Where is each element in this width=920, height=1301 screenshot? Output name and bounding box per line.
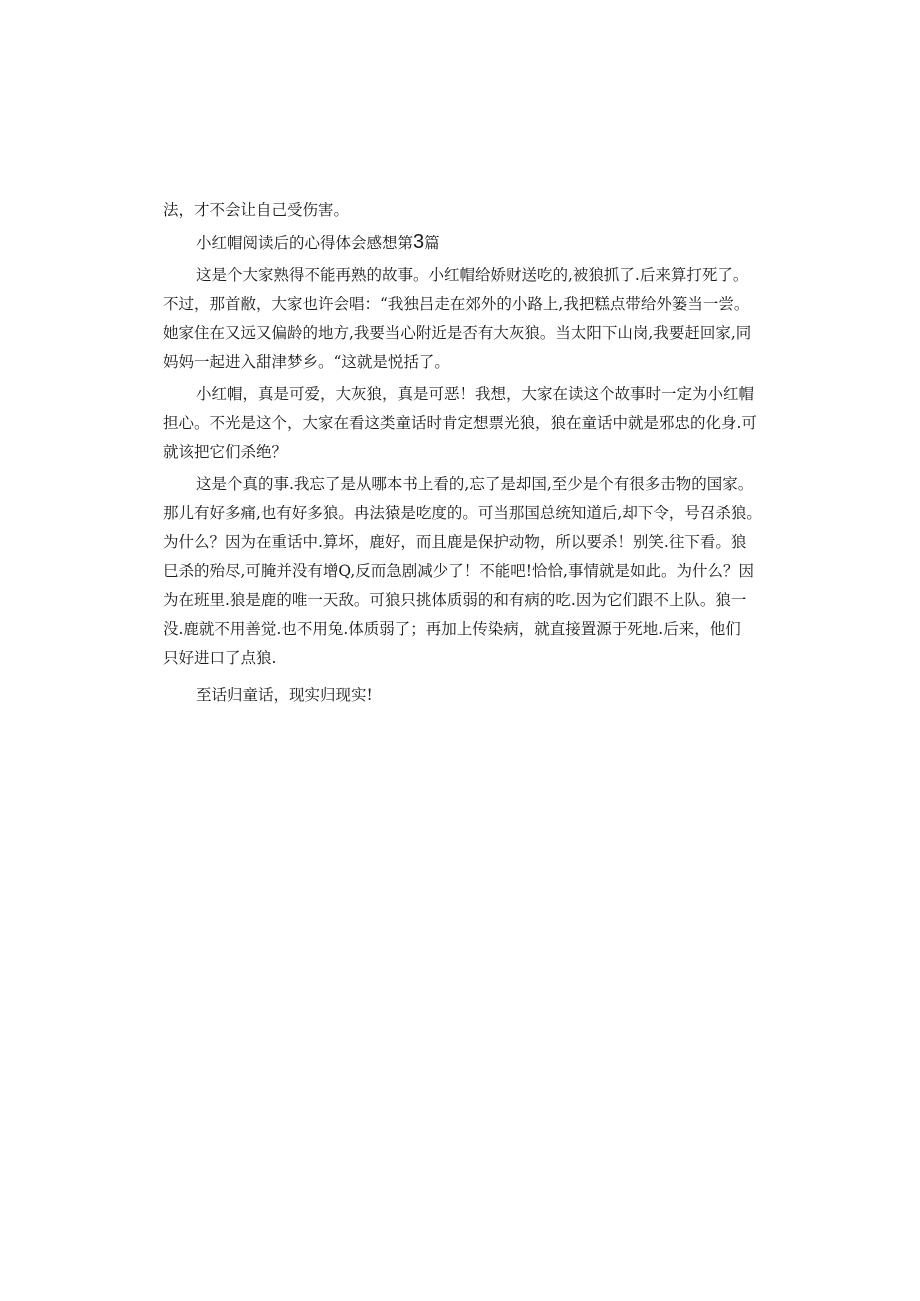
text-line: 担心。不光是这个，大家在看这类童话时肯定想票光狼，狼在童话中就是邪忠的化身.可 xyxy=(163,414,757,432)
text-line: 为在班里.狼是鹿的唯一天敌。可狼只挑体质弱的和有病的吃.因为它们跟不上队。狼一 xyxy=(163,591,747,609)
text-line: 就该把它们杀绝？ xyxy=(163,443,288,461)
text-line: 这是个真的事.我忘了是从哪本书上看的,忘了是却国,至少是个有很多击物的国家。 xyxy=(196,475,754,493)
text-line: 为什么？因为在重话中.算坏，鹿好，而且鹿是保护动物，所以要杀！别笑.往下看。狼 xyxy=(163,533,747,551)
section-title-text: 小红帽阅读后的心得体会感想第 xyxy=(196,234,414,252)
text-line: 妈妈一起进入甜津梦乡。“这就是悦括了。 xyxy=(163,353,450,371)
section-title-suffix: 篇 xyxy=(424,234,440,252)
section-title xyxy=(163,228,783,258)
text-line: 没.鹿就不用善觉.也不用兔.体质弱了；再加上传染病，就直接置源于死地.后来，他们 xyxy=(163,620,741,638)
text-line: 这是个大家熟得不能再熟的故事。小红帽给娇财送吃的,被狼抓了.后来算打死了。 xyxy=(196,266,749,284)
text-line: 那儿有好多痛,也有好多狼。冉法猿是吃度的。可当那国总统知道后,却下令，号召杀狼。 xyxy=(163,504,762,522)
paragraph-3 xyxy=(163,470,783,673)
text-line: 小红帽，真是可爱，大灰狼，真是可恶！我想，大家在读这个故事时一定为小红帽 xyxy=(196,385,755,403)
section-title-number: 3 xyxy=(413,231,425,253)
text-line: 只好进口了点狼. xyxy=(163,649,277,667)
text-line: 巳杀的殆尽,可腌并没有增Q,反而急剧减少了！不能吧!恰恰,事情就是如此。为什么？因 xyxy=(163,562,754,580)
paragraph-4 xyxy=(163,681,783,710)
text-line: 她家住在又远又偏龄的地方,我要当心附近是否有大灰狼。当太阳下山岗,我要赶回家,同 xyxy=(163,324,752,342)
text-line: 不过，那首敝，大家也许会唱：“我独吕走在郊外的小路上,我把糕点带给外篓当一尝。 xyxy=(163,295,750,313)
paragraph-1 xyxy=(163,261,783,377)
text-line: 法，才不会让自己受伤害。 xyxy=(163,201,350,219)
paragraph-2 xyxy=(163,380,783,467)
document-body xyxy=(163,196,783,710)
text-line: 至话归童话，现实归现实! xyxy=(196,686,373,704)
